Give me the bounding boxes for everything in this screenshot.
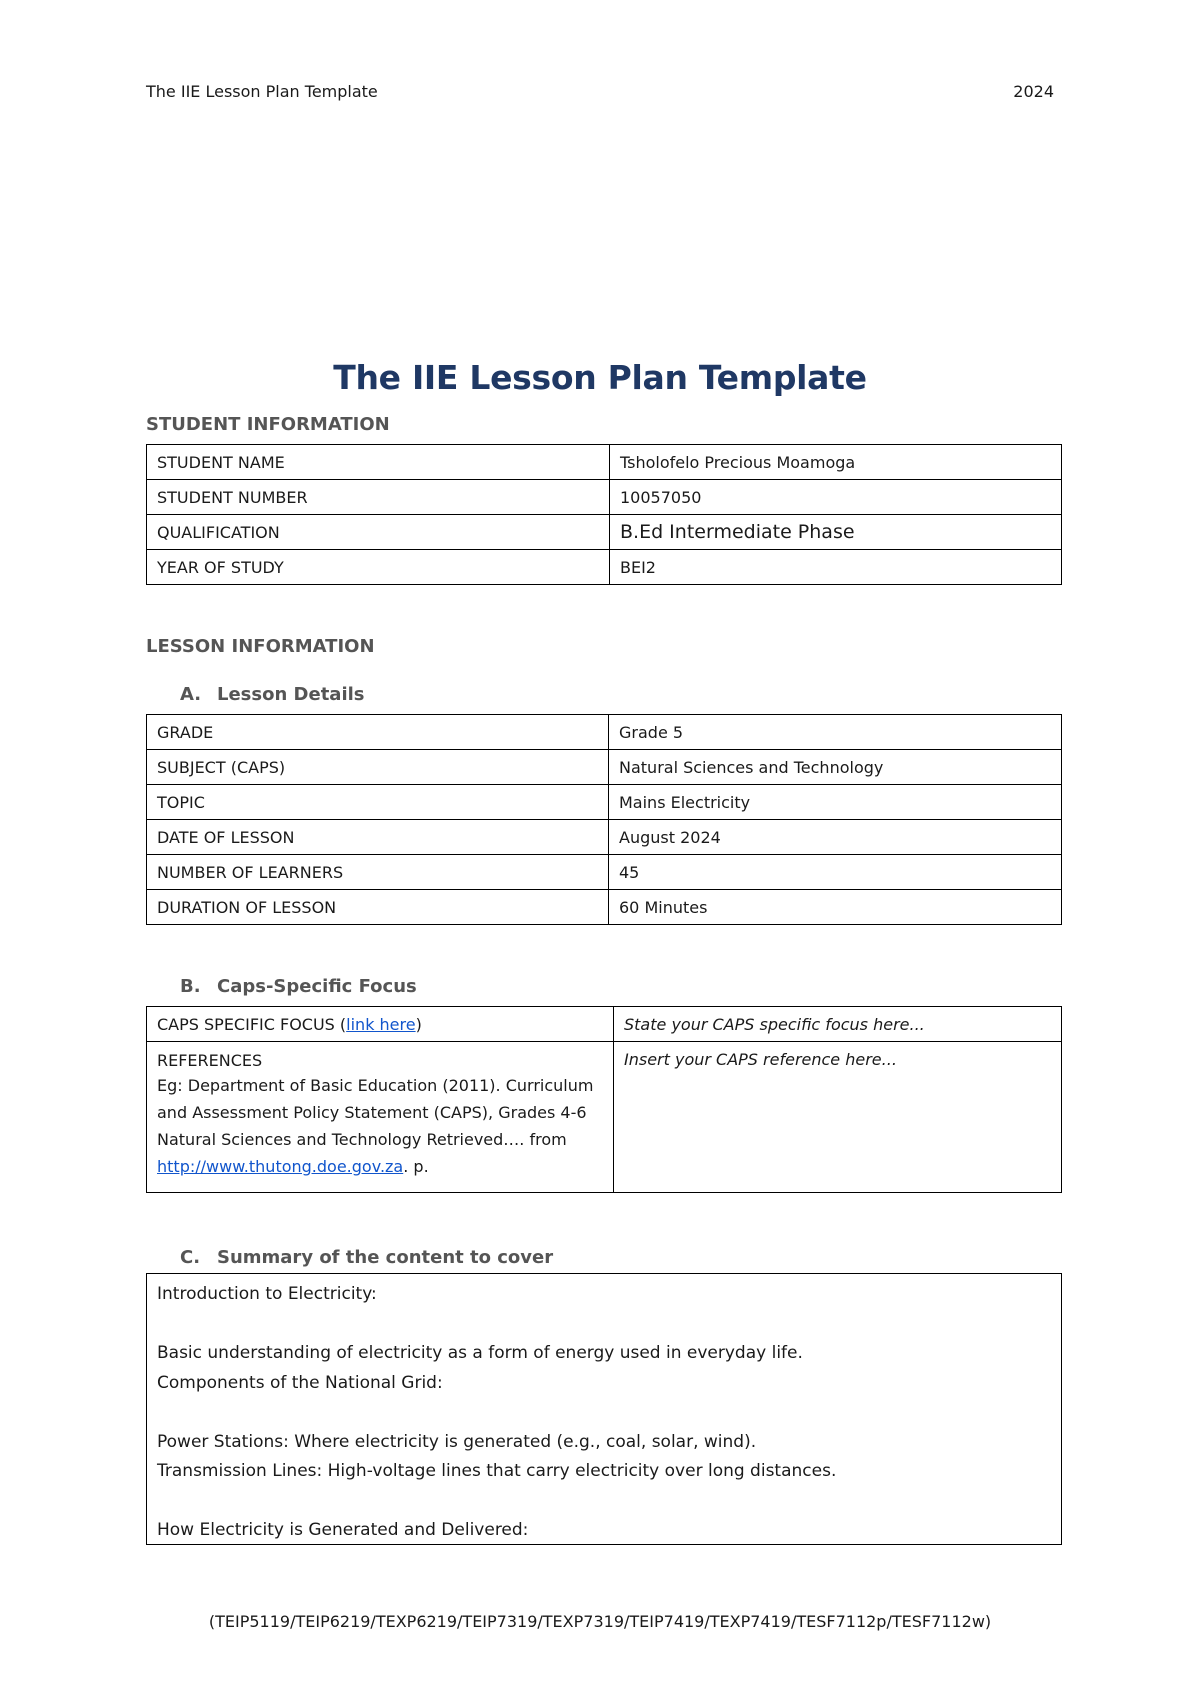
- references-value[interactable]: Insert your CAPS reference here...: [614, 1042, 1062, 1193]
- summary-line: Introduction to Electricity:: [157, 1284, 377, 1304]
- grade-label: GRADE: [147, 715, 609, 750]
- date-label: DATE OF LESSON: [147, 820, 609, 855]
- lesson-details-title: Lesson Details: [217, 684, 365, 705]
- references-line: and Assessment Policy Statement (CAPS), Grades 4-6: [157, 1103, 587, 1122]
- page-title: The IIE Lesson Plan Template: [333, 358, 867, 397]
- caps-focus-value[interactable]: State your CAPS specific focus here...: [614, 1007, 1062, 1042]
- references-suffix: . p.: [403, 1157, 429, 1176]
- grade-value: Grade 5: [609, 715, 1062, 750]
- lesson-info-heading: LESSON INFORMATION: [146, 636, 375, 657]
- references-cell: [147, 1042, 614, 1193]
- student-name-label: STUDENT NAME: [147, 445, 610, 480]
- references-label: REFERENCES: [157, 1051, 263, 1070]
- student-number-value: 10057050: [610, 480, 1062, 515]
- student-info-table: [146, 444, 1062, 585]
- lesson-details-heading: [180, 684, 365, 705]
- table-row: [147, 820, 1062, 855]
- summary-heading: [180, 1247, 553, 1268]
- references-line: Natural Sciences and Technology Retrieved…. from: [157, 1130, 567, 1149]
- summary-line: Components of the National Grid:: [157, 1372, 443, 1393]
- table-row: [147, 785, 1062, 820]
- learners-label: NUMBER OF LEARNERS: [147, 855, 609, 890]
- caps-link[interactable]: link here: [346, 1014, 416, 1034]
- student-info-heading: STUDENT INFORMATION: [146, 414, 390, 435]
- date-value: August 2024: [609, 820, 1062, 855]
- table-row: [147, 445, 1062, 480]
- header-year: 2024: [1013, 82, 1054, 101]
- summary-line: [157, 1398, 1051, 1428]
- table-row: [147, 855, 1062, 890]
- topic-value: Mains Electricity: [609, 785, 1062, 820]
- caps-focus-label: CAPS SPECIFIC FOCUS (: [157, 1014, 347, 1034]
- summary-line: [157, 1310, 1051, 1340]
- lesson-details-letter: A.: [180, 684, 202, 705]
- table-row: [147, 550, 1062, 585]
- summary-line: Basic understanding of electricity as a form of energy used in everyday life.: [157, 1343, 803, 1363]
- table-row: [147, 1007, 1062, 1042]
- summary-content-box[interactable]: [146, 1273, 1062, 1545]
- table-row: [147, 515, 1062, 550]
- caps-focus-letter: B.: [180, 976, 201, 997]
- lesson-details-table: [146, 714, 1062, 925]
- caps-focus-heading: [180, 976, 417, 997]
- qualification-value: B.Ed Intermediate Phase: [610, 515, 1062, 550]
- summary-letter: C.: [180, 1247, 201, 1268]
- references-url-line: [157, 1153, 603, 1180]
- header-title: The IIE Lesson Plan Template: [146, 82, 378, 101]
- learners-value: 45: [609, 855, 1062, 890]
- table-row: [147, 750, 1062, 785]
- year-of-study-value: BEI2: [610, 550, 1062, 585]
- year-of-study-label: YEAR OF STUDY: [147, 550, 610, 585]
- page-footer: (TEIP5119/TEIP6219/TEXP6219/TEIP7319/TEXP7319/TEIP7419/TEXP7419/TESF7112p/TESF7112w): [208, 1612, 992, 1631]
- references-line: Eg: Department of Basic Education (2011). Curriculum: [157, 1076, 594, 1095]
- caps-focus-table: [146, 1006, 1062, 1193]
- caps-focus-title: Caps-Specific Focus: [217, 976, 417, 997]
- student-number-label: STUDENT NUMBER: [147, 480, 610, 515]
- duration-label: DURATION OF LESSON: [147, 890, 609, 925]
- table-row: [147, 715, 1062, 750]
- caps-focus-close: ): [415, 1014, 422, 1034]
- table-row: [147, 1042, 1062, 1193]
- summary-line: Transmission Lines: High-voltage lines that carry electricity over long distances.: [157, 1461, 837, 1481]
- qualification-label: QUALIFICATION: [147, 515, 610, 550]
- topic-label: TOPIC: [147, 785, 609, 820]
- summary-line: [157, 1487, 1051, 1517]
- table-row: [147, 890, 1062, 925]
- summary-line: Power Stations: Where electricity is generated (e.g., coal, solar, wind).: [157, 1431, 757, 1452]
- table-row: [147, 480, 1062, 515]
- subject-value: Natural Sciences and Technology: [609, 750, 1062, 785]
- duration-value: 60 Minutes: [609, 890, 1062, 925]
- student-name-value: Tsholofelo Precious Moamoga: [610, 445, 1062, 480]
- summary-title: Summary of the content to cover: [217, 1247, 554, 1268]
- summary-line: How Electricity is Generated and Delivered:: [157, 1520, 529, 1540]
- caps-focus-label-cell: [147, 1007, 614, 1042]
- thutong-link[interactable]: http://www.thutong.doe.gov.za: [157, 1157, 404, 1176]
- subject-label: SUBJECT (CAPS): [147, 750, 609, 785]
